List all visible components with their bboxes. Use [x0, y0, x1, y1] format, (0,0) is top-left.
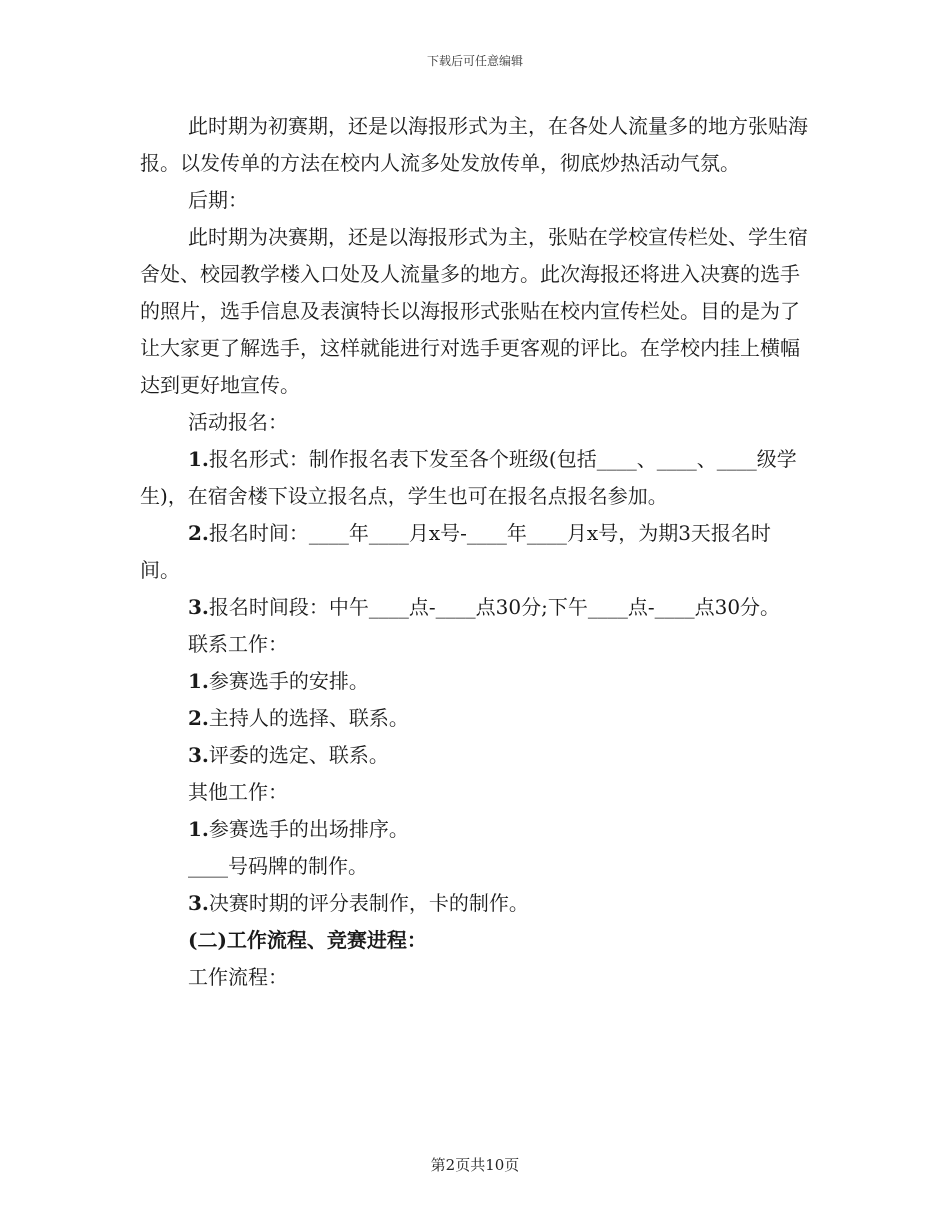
- paragraph: 此时期为初赛期，还是以海报形式为主，在各处人流量多的地方张贴海报。以发传单的方法在校内人流多处发放传单，彻底炒热活动气氛。: [140, 114, 808, 175]
- list-item: 2.主持人的选择、联系。: [188, 706, 409, 730]
- section-heading: 活动报名：: [188, 410, 288, 434]
- section-heading: 工作流程：: [188, 965, 288, 989]
- list-item: 1.参赛选手的出场排序。: [188, 817, 409, 841]
- list-number: 3.: [188, 891, 209, 915]
- list-number: 2.: [188, 521, 209, 545]
- list-number: 1.: [188, 447, 209, 471]
- list-item: 1.参赛选手的安排。: [188, 669, 369, 693]
- list-item: 3.评委的选定、联系。: [188, 743, 389, 767]
- page-header: 下载后可任意编辑: [426, 54, 523, 68]
- list-number: 3.: [188, 743, 209, 767]
- list-item: ____号码牌的制作。: [188, 854, 368, 878]
- list-number: 3.: [188, 595, 209, 619]
- section-heading: 后期：: [188, 188, 248, 212]
- section-heading: 其他工作：: [188, 780, 288, 804]
- list-number: 1.: [188, 669, 209, 693]
- list-item: 1.报名形式：制作报名表下发至各个班级(包括____、____、____级学生)，在宿舍楼下设立报名点，学生也可在报名点报名参加。: [140, 447, 797, 508]
- list-item: 2.报名时间：____年____月x号-____年____月x号，为期3天报名时间。: [140, 521, 771, 582]
- section-title: (二)工作流程、竞赛进程：: [188, 928, 427, 952]
- paragraph: 此时期为决赛期，还是以海报形式为主，张贴在学校宣传栏处、学生宿舍处、校园教学楼入口处及人流量多的地方。此次海报还将进入决赛的选手的照片，选手信息及表演特长以海报形式张贴在校内宣传栏处。目的是为了让大家更了解选手，这样就能进行对选手更客观的评比。在学校内挂上横幅达到更好地宣传。: [140, 225, 808, 397]
- document-body: [140, 108, 810, 996]
- list-number: 2.: [188, 706, 209, 730]
- list-item: 3.决赛时期的评分表制作，卡的制作。: [188, 891, 529, 915]
- list-number: 1.: [188, 817, 209, 841]
- list-item: 3.报名时间段：中午____点-____点30分;下午____点-____点30分。: [188, 595, 781, 619]
- page-footer: 第2页共10页: [430, 1156, 520, 1174]
- section-heading: 联系工作：: [188, 632, 288, 656]
